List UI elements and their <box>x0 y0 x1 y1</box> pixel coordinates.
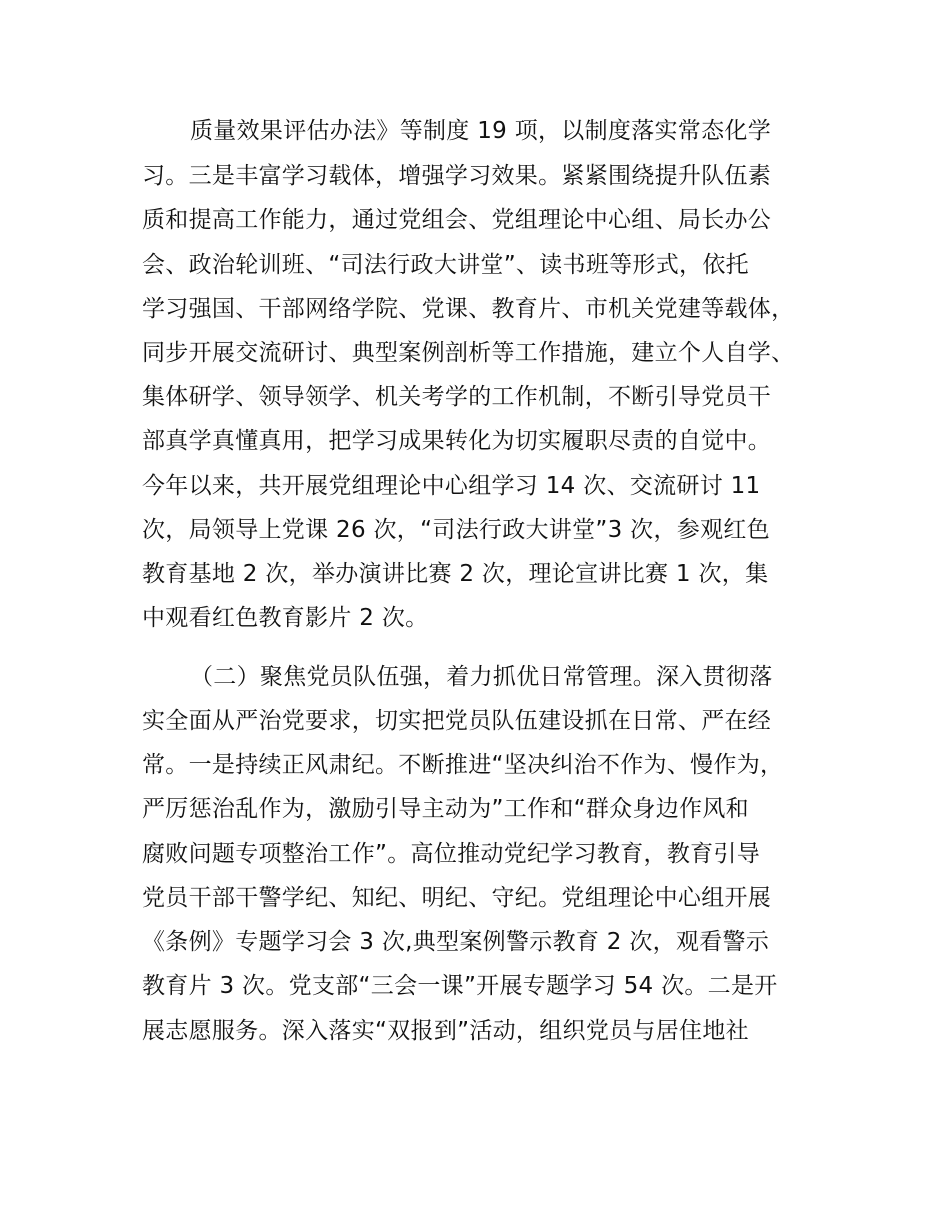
text-line: 实全面从严治党要求，切实把党员队伍建设抓在日常、严在经 <box>142 708 772 734</box>
text-line: 同步开展交流研讨、典型案例剖析等工作措施，建立个人自学、 <box>142 340 795 366</box>
text-line: 集体研学、领导领学、机关考学的工作机制，不断引导党员干 <box>142 384 772 410</box>
text-line: 习。三是丰富学习载体，增强学习效果。紧紧围绕提升队伍素 <box>142 163 772 189</box>
text-line: 中观看红色教育影片 2 次。 <box>142 605 429 631</box>
text-line: 质量效果评估办法》等制度 19 项，以制度落实常态化学 <box>190 118 771 144</box>
text-line: 质和提高工作能力，通过党组会、党组理论中心组、局长办公 <box>142 207 772 233</box>
text-line: 部真学真懂真用，把学习成果转化为切实履职尽责的自觉中。 <box>142 428 772 454</box>
text-line: 今年以来，共开展党组理论中心组学习 14 次、交流研讨 11 <box>142 473 761 499</box>
text-line: 展志愿服务。深入落实“双报到”活动，组织党员与居住地社 <box>142 1018 749 1044</box>
text-line: （二）聚焦党员队伍强，着力抓优日常管理。深入贯彻落 <box>190 664 773 690</box>
text-line: 《条例》专题学习会 3 次,典型案例警示教育 2 次，观看警示 <box>142 929 770 955</box>
text-line: 学习强国、干部网络学院、党课、教育片、市机关党建等载体， <box>142 296 795 322</box>
text-line: 教育片 3 次。党支部“三会一课”开展专题学习 54 次。二是开 <box>142 973 778 999</box>
text-line: 会、政治轮训班、“司法行政大讲堂”、读书班等形式，依托 <box>142 252 749 278</box>
text-line: 党员干部干警学纪、知纪、明纪、守纪。党组理论中心组开展 <box>142 885 772 911</box>
text-line: 次，局领导上党课 26 次，“司法行政大讲堂”3 次，参观红色 <box>142 517 770 543</box>
text-line: 常。一是持续正风肃纪。不断推进“坚决纠治不作为、慢作为， <box>142 752 784 778</box>
text-line: 教育基地 2 次，举办演讲比赛 2 次，理论宣讲比赛 1 次，集 <box>142 561 769 587</box>
text-line: 严厉惩治乱作为，激励引导主动为”工作和“群众身边作风和 <box>142 796 749 822</box>
text-line: 腐败问题专项整治工作”。高位推动党纪学习教育，教育引导 <box>142 841 761 867</box>
